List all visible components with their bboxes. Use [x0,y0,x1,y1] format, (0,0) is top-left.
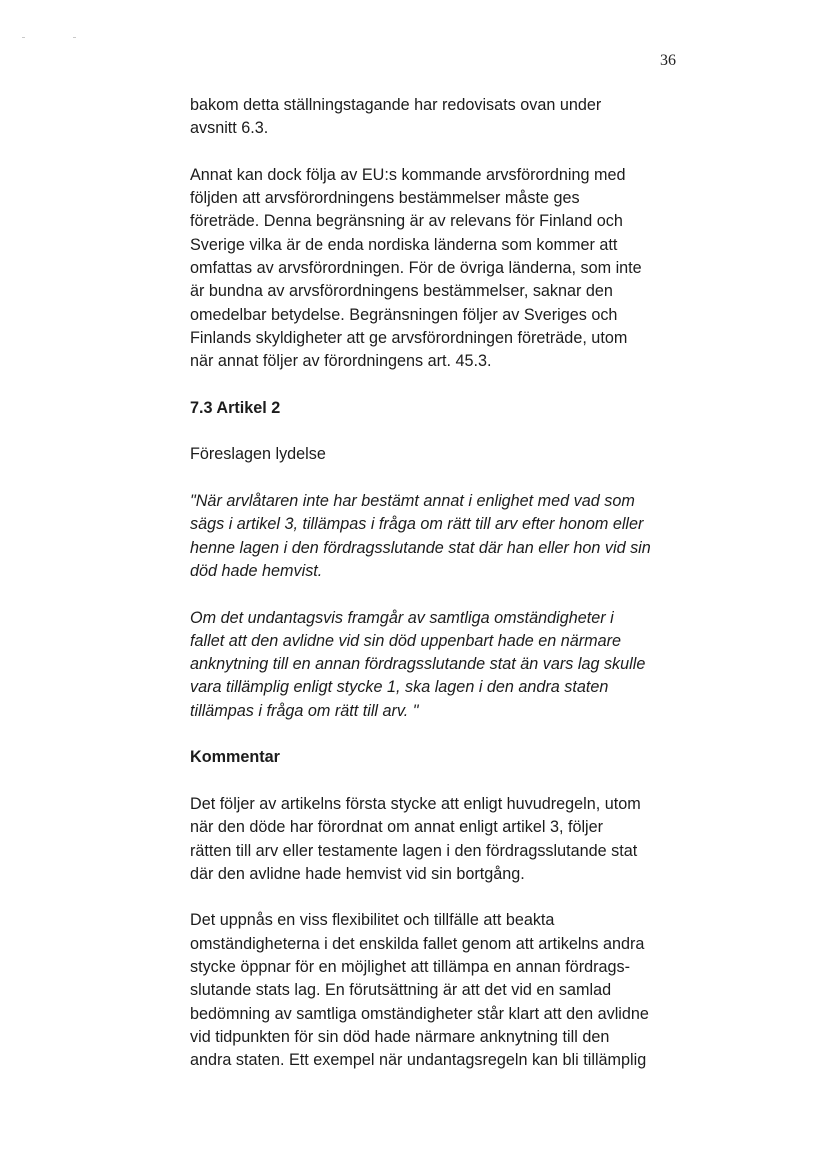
text-line: avsnitt 6.3. [190,119,269,138]
text-line: anknytning till en annan fördragsslutande stat än vars lag skulle [190,655,646,674]
text-line: Finlands skyldigheter att ge arvsförordningen företräde, utom [190,328,628,347]
comment-heading: Kommentar [190,748,280,767]
text-line: när annat följer av förordningens art. 45.3. [190,352,492,371]
text-line: Det uppnås en viss flexibilitet och tillfälle att beakta [190,911,555,930]
text-line: henne lagen i den fördragsslutande stat där han eller hon vid sin [190,538,651,557]
document-body [190,94,720,1096]
text-line: slutande stats lag. En förutsättning är att det vid en samlad [190,981,612,1000]
text-line: Om det undantagsvis framgår av samtliga omständigheter i [190,608,614,627]
text-line: stycke öppnar för en möjlighet att tillämpa en annan fördrags- [190,957,631,976]
paragraph [190,793,720,886]
text-line: rätten till arv eller testamente lagen i den fördragsslutande stat [190,841,638,860]
text-line: där den avlidne hade hemvist vid sin bortgång. [190,864,525,883]
text-line: vid tidpunkten för sin död hade närmare anknytning till den [190,1027,610,1046]
paragraph [190,164,720,374]
section-heading: 7.3 Artikel 2 [190,398,281,417]
scan-speck [73,37,76,38]
text-line: är bundna av arvsförordningens bestämmelser, saknar den [190,282,613,301]
text-line: "När arvlåtaren inte har bestämt annat i enlighet med vad som [190,492,635,511]
text-line: andra staten. Ett exempel när undantagsregeln kan bli tillämplig [190,1051,647,1070]
scan-speck [22,37,25,38]
quoted-provision [190,607,720,723]
text-line: när den döde har förordnat om annat enligt artikel 3, följer [190,818,604,837]
text-line: Sverige vilka är de enda nordiska länderna som kommer att [190,235,618,254]
text-line: följden att arvsförordningens bestämmelser måste ges [190,189,580,208]
text-line: omständigheterna i det enskilda fallet genom att artikelns andra [190,934,645,953]
text-line: omfattas av arvsförordningen. För de övriga länderna, som inte [190,259,642,278]
paragraph [190,94,720,141]
text-line: bedömning av samtliga omständigheter står klart att den avlidne [190,1004,649,1023]
text-line: omedelbar betydelse. Begränsningen följer av Sveriges och [190,305,618,324]
text-line: vara tillämplig enligt stycke 1, ska lagen i den andra staten [190,678,609,697]
page-number: 36 [660,52,676,69]
text-line: Annat kan dock följa av EU:s kommande arvsförordning med [190,165,626,184]
text-line: Det följer av artikelns första stycke att enligt huvudregeln, utom [190,794,641,813]
text-line: företräde. Denna begränsning är av relevans för Finland och [190,212,623,231]
text-line: sägs i artikel 3, tillämpas i fråga om rätt till arv efter honom eller [190,515,644,534]
paragraph [190,909,720,1072]
proposal-label: Föreslagen lydelse [190,445,326,464]
text-line: fallet att den avlidne vid sin död uppenbart hade en närmare [190,631,622,650]
quoted-provision [190,490,720,583]
text-line: bakom detta ställningstagande har redovisats ovan under [190,96,602,114]
text-line: tillämpas i fråga om rätt till arv. " [190,701,419,720]
text-line: död hade hemvist. [190,561,323,580]
